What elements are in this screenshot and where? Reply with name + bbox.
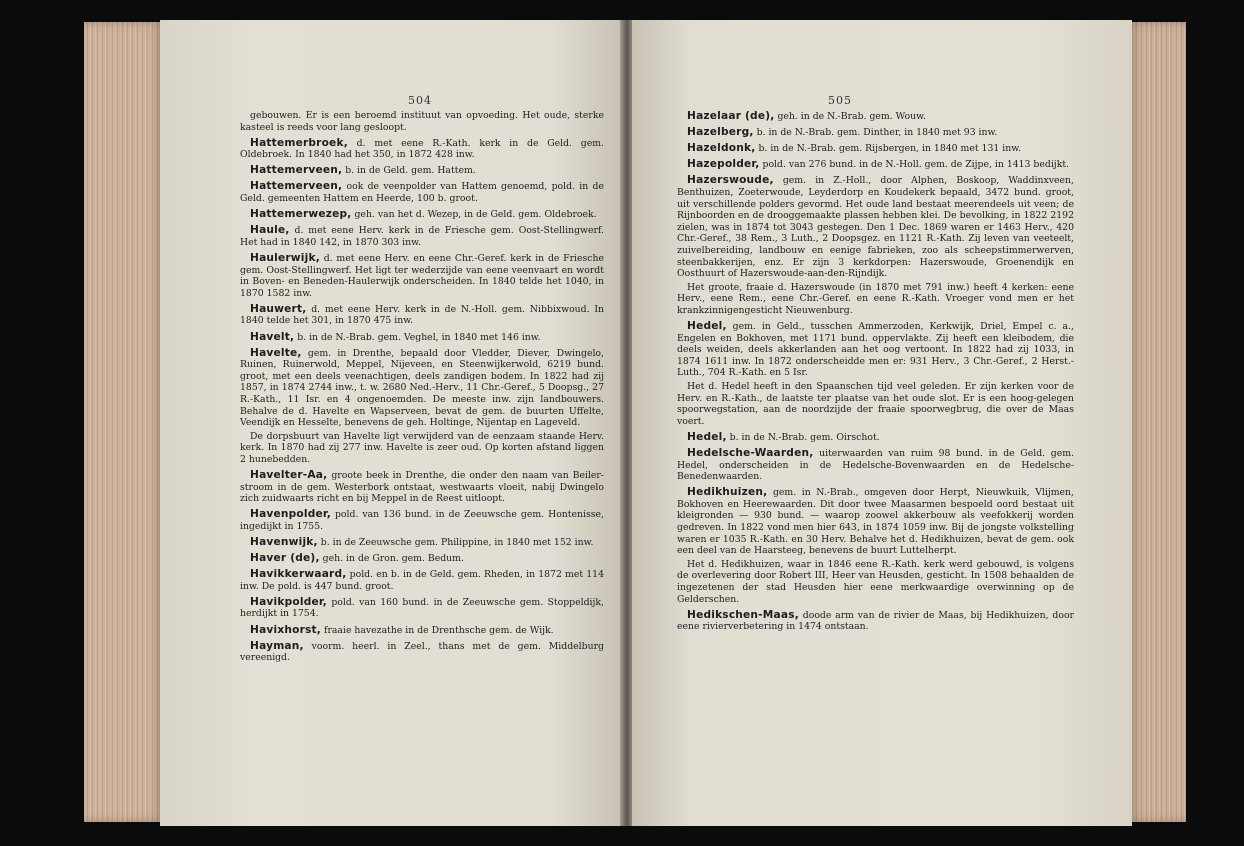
entry-headword: Hedikschen-Maas, — [687, 608, 799, 621]
entry-headword: Hedelsche-Waarden, — [687, 446, 814, 459]
entry-headword: Hayman, — [250, 639, 304, 652]
entry-text: b. in de N.-Brab. gem. Veghel, in 1840 met 146 inw. — [297, 331, 541, 343]
dictionary-entry — [240, 537, 604, 549]
dictionary-entry — [240, 253, 604, 299]
dictionary-entry — [240, 138, 604, 161]
entry-text: voorm. heerl. in Zeel., thans met de gem. Middelburg vereenigd. — [240, 640, 604, 664]
entry-headword: Havenpolder, — [250, 508, 331, 521]
entry-headword: Havelte, — [250, 346, 302, 359]
entry-headword: Hattemerbroek, — [250, 136, 348, 149]
dictionary-entry — [240, 181, 604, 204]
entry-text: d. met eene R.-Kath. kerk in de Geld. gem. Oldebroek. In 1840 had het 350, in 1872 428 inw. — [240, 137, 604, 161]
page-number: 505 — [828, 94, 852, 107]
entry-headword: Hattemerwezep, — [250, 208, 352, 221]
dictionary-entry — [240, 569, 604, 592]
entry-headword: Hattemerveen, — [250, 164, 343, 177]
dictionary-entry — [677, 111, 1074, 123]
entry-text: De dorpsbuurt van Havelte ligt verwijderd van de eenzaam staande Herv. kerk. In 1870 had zij 277 inw. Havelte is zeer oud. Op korten afstand liggen 2 hunebedden. — [240, 430, 604, 465]
entry-headword: Hedel, — [687, 320, 727, 332]
entry-text: uiterwaarden van ruim 98 bund. in de Geld. gem. Hedel, onderscheiden in de Hedelsche-Bovenwaarden en de Hedelsche-Benedenwaarden. — [677, 447, 1074, 483]
entry-text: b. in de Geld. gem. Hattem. — [345, 165, 476, 177]
entry-text: b. in de N.-Brab. gem. Dinther, in 1840 met 93 inw. — [756, 127, 998, 139]
entry-continuation — [677, 381, 1074, 427]
entry-headword: Havikkerwaard, — [250, 568, 347, 581]
dictionary-entry — [677, 321, 1074, 379]
entry-text: b. in de Zeeuwsche gem. Philippine, in 1840 met 152 inw. — [320, 537, 594, 548]
dictionary-entry — [677, 448, 1074, 483]
entry-text: Het d. Hedikhuizen, waar in 1846 eene R.-Kath. kerk werd gebouwd, is volgens de overlevering door Robert III, Heer van Heusden, gesticht. In 1508 behaalden de ingezetenen der stad Heusden hier eene merkwaardige overwinning op de Gelderschen. — [677, 558, 1074, 605]
entry-text: geh. in de Gron. gem. Bedum. — [322, 553, 464, 565]
entry-text: gem. in Drenthe, bepaald door Vledder, Diever, Dwingelo, Ruinen, Ruinerwold, Meppel, Nijeveen, en Steenwijkerwold, 6219 bund. groot, met een deels veenachtigen, deels zandigen bodem. In 1822 had zij 1857, in 1874 2744 inw., t. w. 2680 Ned.-Herv., 11 Chr.-Geref., 5 Doopsg., 27 R.-Kath., 11 Isr. en 4 ongenoemden. De meeste inw. zijn landbouwers. Behalve de d. Havelte en Wapserveen, bevat de gem. de buurten Uffelte, Veendijk en Hesselte, benevens de geh. Holtinge, Nijentap en Lageveld. — [240, 347, 604, 429]
dictionary-entry — [677, 159, 1074, 171]
dictionary-entry — [677, 143, 1074, 155]
entry-text: gem. in Geld., tusschen Ammerzoden, Kerkwijk, Driel, Empel c. a., Engelen en Bokhoven, met 1171 bund. oppervlakte. Zij heeft een kleibodem, die deels weiden, deels akkerlanden aan het oog vertoont. In 1822 had zij 1033, in 1874 1611 inw. In 1872 onderscheidde men er: 931 Herv., 3 Chr.-Geref., 2 Herst.-Luth., 704 R.-Kath. en 5 Isr. — [677, 321, 1074, 379]
dictionary-entry — [677, 175, 1074, 279]
dictionary-entry — [677, 610, 1074, 633]
entry-headword: Hazeldonk, — [687, 142, 756, 155]
entry-text: d. met eene Herv. kerk in de Friesche gem. Oost-Stellingwerf. Het had in 1840 142, in 1870 303 inw. — [240, 225, 604, 248]
entry-headword: Haule, — [250, 224, 290, 237]
right-page-text — [677, 111, 1074, 633]
entry-headword: Hauwert, — [250, 302, 307, 315]
entry-headword: Havixhorst, — [250, 623, 322, 636]
entry-text: d. met eene Herv. en eene Chr.-Geref. kerk in de Friesche gem. Oost-Stellingwerf. Het ligt ter wederzijde van eene veenvaart en wordt in Boven- en Beneden-Haulerwijk onderscheiden. In 1840 telde het 1040, in 1870 1582 inw. — [240, 252, 604, 299]
left-page-text — [240, 110, 604, 664]
entry-headword: Hazepolder, — [687, 158, 760, 171]
dictionary-entry — [240, 165, 604, 177]
entry-text: geh. van het d. Wezep, in de Geld. gem. Oldebroek. — [354, 209, 597, 221]
dictionary-entry — [240, 641, 604, 664]
entry-text: fraaie havezathe in de Drenthsche gem. de Wijk. — [324, 624, 554, 636]
entry-text: ook de veenpolder van Hattem genoemd, pold. in de Geld. gemeenten Hattem en Heerde, 100 b. groot. — [240, 181, 604, 205]
entry-text: doode arm van de rivier de Maas, bij Hedikhuizen, door eene rivierverbetering in 1474 ontstaan. — [677, 609, 1074, 633]
entry-headword: Havelter-Aa, — [250, 469, 328, 482]
entry-text: pold. van 276 bund. in de N.-Holl. gem. de Zijpe, in 1413 bedijkt. — [762, 159, 1070, 171]
page-number: 504 — [408, 94, 432, 107]
entry-text: d. met eene Herv. kerk in de N.-Holl. gem. Nibbixwoud. In 1840 telde het 301, in 1870 475 inw. — [240, 303, 604, 327]
entry-text: pold. en b. in de Geld. gem. Rheden, in 1872 met 114 inw. De pold. is 447 bund. groot. — [240, 569, 604, 592]
entry-continuation — [240, 110, 604, 133]
entry-headword: Havikpolder, — [250, 595, 327, 608]
entry-text: groote beek in Drenthe, die onder den naam van Beiler-stroom in de gem. Westerbork ontstaat, westwaarts vloeit, nabij Dwingelo zich zuidwaarts richt en bij Meppel in de Reest uitloopt. — [240, 470, 604, 505]
entry-text: pold. van 160 bund. in de Zeeuwsche gem. Stoppeldijk, herdijkt in 1754. — [240, 596, 604, 620]
entry-headword: Havelt, — [250, 330, 295, 343]
entry-headword: Hedikhuizen, — [687, 486, 768, 499]
entry-continuation — [677, 282, 1074, 317]
dictionary-entry — [240, 209, 604, 221]
dictionary-entry — [240, 509, 604, 532]
dictionary-entry — [240, 225, 604, 248]
dictionary-entry — [677, 127, 1074, 139]
entry-text: b. in de N.-Brab. gem. Oirschot. — [729, 431, 880, 443]
entry-text: Het d. Hedel heeft in den Spaanschen tijd veel geleden. Er zijn kerken voor de Herv. en R.-Kath., de laatste ter plaatse van het oude slot. Er is een hoog-gelegen spoorwegstation, aan de noordzijde der fraaie spoorwegbrug, die over de Maas voert. — [677, 380, 1074, 427]
right-page — [632, 20, 1132, 826]
entry-text: gem. in Z.-Holl., door Alphen, Boskoop, Waddinxveen, Benthuizen, Zoeterwoude, Leyderdorp en Koudekerk bepaald, 3472 bund. groot, uit verschillende polders gevormd. Het oude land bestaat meerendeels uit veen; de Rijnboorden en de drooggemaakte plassen hebben klei. De bevolking, in 1822 2192 zielen, was in 1874 tot 3043 gestegen. Den 1 Dec. 1869 waren er 1463 Herv., 420 Chr.-Geref., 38 Rem., 3 Luth., 2 Doopsgez. en 1121 R.-Kath. Zij leven van veeteelt, zuivelbereiding, landbouw en eenige fabrieken, zoo als scheepstimmerwerven, steenbakkerijen, enz. Er zijn 3 kerkdorpen: Hazerswoude, Groenendijk en Oosthuurt of Hazerswoude-aan-den-Rijndijk. — [677, 175, 1074, 280]
entry-headword: Haulerwijk, — [250, 251, 320, 264]
dictionary-entry — [240, 597, 604, 620]
dictionary-entry — [240, 553, 604, 565]
entry-headword: Hazerswoude, — [687, 174, 774, 187]
entry-text: b. in de N.-Brab. gem. Rijsbergen, in 1840 met 131 inw. — [758, 143, 1022, 155]
entry-headword: Hedel, — [687, 430, 727, 443]
entry-text: pold. van 136 bund. in de Zeeuwsche gem. Hontenisse, ingedijkt in 1755. — [240, 509, 604, 532]
dictionary-entry — [677, 487, 1074, 557]
left-page — [160, 20, 622, 826]
entry-text: gebouwen. Er is een beroemd instituut van opvoeding. Het oude, sterke kasteel is reeds voor lang gesloopt. — [240, 110, 604, 133]
entry-headword: Hattemerveen, — [250, 180, 343, 193]
entry-headword: Hazelaar (de), — [687, 110, 775, 122]
entry-text: Het groote, fraaie d. Hazerswoude (in 1870 met 791 inw.) heeft 4 kerken: eene Herv., eene Rem., eene Chr.-Geref. en eene R.-Kath. Vroeger vond men er het krankzinnigengesticht Nieuwenburg. — [677, 281, 1074, 316]
dictionary-entry — [240, 348, 604, 429]
entry-headword: Havenwijk, — [250, 536, 318, 548]
dictionary-entry — [240, 304, 604, 327]
entry-headword: Haver (de), — [250, 552, 320, 565]
dictionary-entry — [240, 470, 604, 505]
entry-continuation — [240, 431, 604, 466]
entry-text: geh. in de N.-Brab. gem. Wouw. — [777, 111, 926, 122]
entry-headword: Hazelberg, — [687, 126, 754, 139]
dictionary-entry — [240, 625, 604, 637]
dictionary-entry — [240, 332, 604, 344]
page-edges-left — [84, 22, 164, 822]
page-edges-right — [1128, 22, 1186, 822]
entry-text: gem. in N.-Brab., omgeven door Herpt, Nieuwkuik, Vlijmen, Bokhoven en Heerewaarden. Dit door twee Maasarmen bespoeld oord bestaat uit kleigronden — 930 bund. — waarop zoowel akkerbouw als veefokkerij worden gedreven. In 1822 vond men hier 643, in 1874 1059 inw. Bij de jongste volkstelling waren er 1035 R.-Kath. en 30 Herv. Behalve het d. Hedikhuizen, bevat de gem. ook een deel van de Haarsteeg, benevens de buurt Luttelherpt. — [677, 487, 1074, 557]
entry-continuation — [677, 559, 1074, 605]
dictionary-entry — [677, 432, 1074, 444]
